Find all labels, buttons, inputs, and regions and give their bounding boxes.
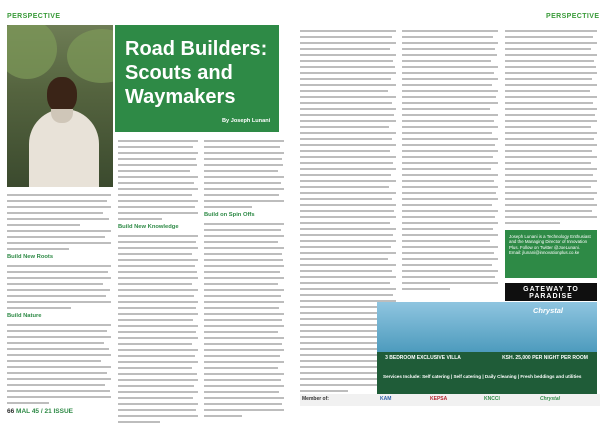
author-photo bbox=[7, 25, 113, 187]
sponsor-logo-1: KAM bbox=[380, 396, 392, 402]
byline: By Joseph Lunani bbox=[222, 118, 271, 124]
subhead-new-knowledge: Build New Knowledge bbox=[118, 224, 179, 230]
page-number: 66 bbox=[7, 408, 15, 415]
section-tag-right: PERSPECTIVE bbox=[546, 13, 600, 20]
author-bio-text: Joseph Lunani is a Technology Enthusiast and the Managing Director of Innovation Plus. Follow on Twitter @JoeLunani. Email: jlunani@innovationplus.co.ke bbox=[509, 234, 591, 256]
gateway-ad bbox=[505, 283, 597, 301]
section-tag-left: PERSPECTIVE bbox=[7, 13, 61, 20]
subhead-new-roots: Build New Roots bbox=[7, 254, 54, 260]
subhead-on-spin-offs: Build on Spin Offs bbox=[204, 212, 255, 218]
villa-ad bbox=[377, 302, 597, 394]
text-column-2 bbox=[118, 140, 198, 424]
text-column-3 bbox=[204, 140, 284, 421]
author-bio-box bbox=[505, 230, 597, 278]
subhead-nature: Build Nature bbox=[7, 313, 42, 319]
villa-ad-services: Services Include: Self catering | Self catering | Daily Cleaning | Fresh beddings and utilities bbox=[383, 374, 582, 379]
issue-label: MAL 45 / 21 ISSUE bbox=[16, 408, 74, 415]
sponsor-logo-2: KEPSA bbox=[430, 396, 448, 402]
title-block bbox=[115, 25, 279, 132]
gateway-ad-text: GATEWAY TO PARADISE bbox=[523, 286, 579, 300]
villa-ad-bedroom: 3 BEDROOM EXCLUSIVE VILLA bbox=[385, 355, 461, 361]
text-column-1 bbox=[7, 194, 111, 408]
chrystal-logo: Chrystal bbox=[533, 306, 564, 315]
text-column-6 bbox=[505, 30, 597, 228]
article-title: Road Builders: Scouts and Waymakers bbox=[125, 38, 268, 108]
sponsor-logo-4: Chrystal bbox=[540, 396, 561, 402]
villa-ad-price: KSH. 25,000 PER NIGHT PER ROOM bbox=[502, 355, 588, 361]
text-column-5 bbox=[402, 30, 498, 294]
sponsor-label: Member of: bbox=[302, 396, 329, 402]
page-footer bbox=[7, 408, 73, 415]
sponsor-logo-3: KNCCI bbox=[484, 396, 500, 402]
